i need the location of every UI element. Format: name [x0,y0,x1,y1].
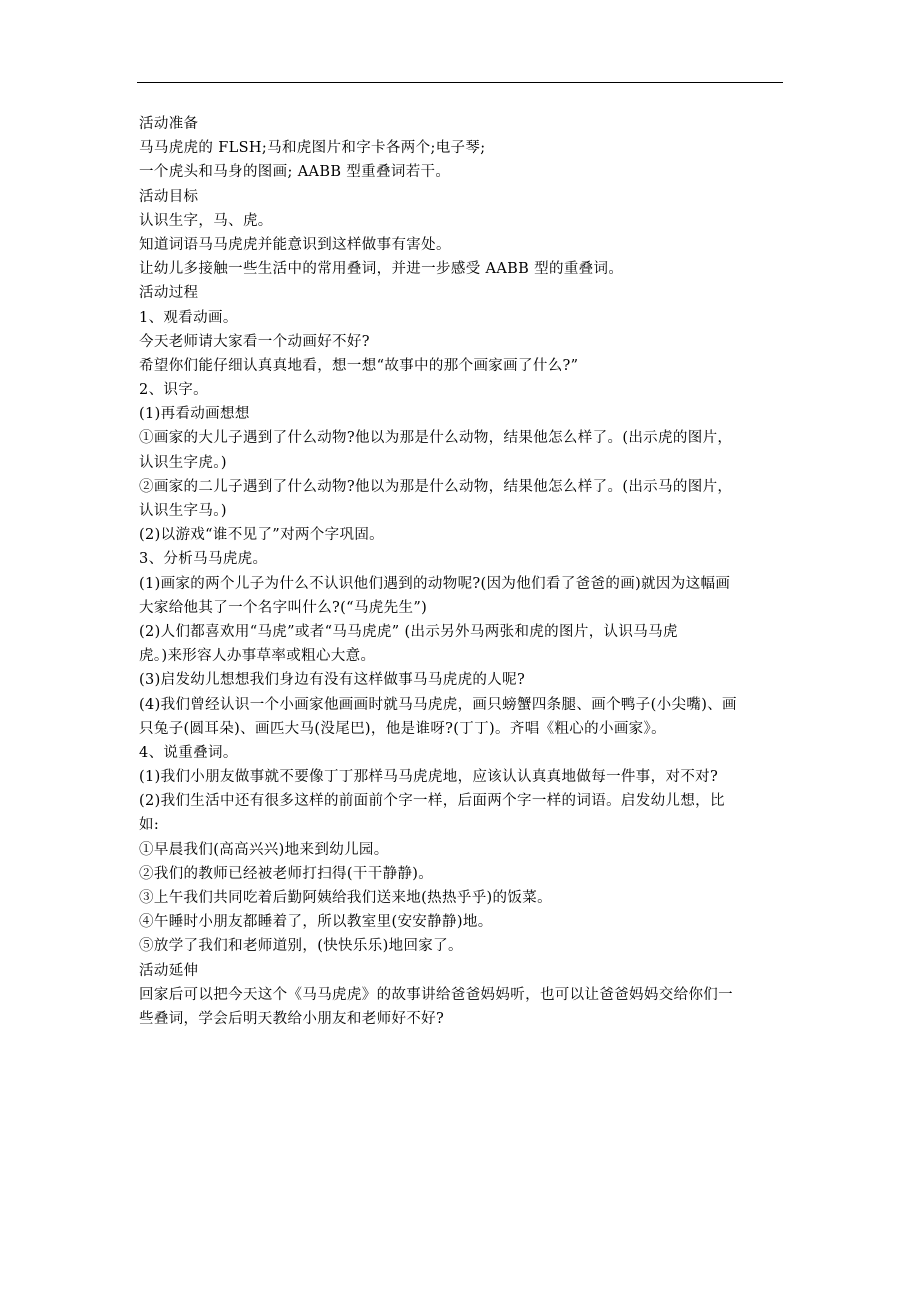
text-line: ③上午我们共同吃着后勤阿姨给我们送来地(热热乎乎)的饭菜。 [139,890,552,906]
text-line: (1)画家的两个儿子为什么不认识他们遇到的动物呢?(因为他们看了爸爸的画)就因为这幅画 [139,575,731,592]
text-line: ④午睡时小朋友都睡着了，所以教室里(安安静静)地。 [139,914,493,931]
text-line: ②我们的教师已经被老师打扫得(干干静静)。 [139,865,434,882]
text-line: 只兔子(圆耳朵)、画匹大马(没尾巴)，他是谁呀?(丁丁)。齐唱《粗心的小画家》。 [139,720,666,737]
text-line: 今天老师请大家看一个动画好不好? [139,333,370,350]
text-line: 虎。)来形容人办事草率或粗心大意。 [139,648,376,665]
step-heading: 3、分析马马虎虎。 [139,551,268,568]
text-line: ①画家的大儿子遇到了什么动物?他以为那是什么动物，结果他怎么样了。(出示虎的图片， [139,430,733,447]
text-line: 知道词语马马虎虎并能意识到这样做事有害处。 [139,236,451,253]
section-heading-extension: 活动延伸 [139,962,199,979]
step-heading: 1、观看动画。 [139,309,238,326]
text-line: 如: [139,817,160,834]
section-heading-process: 活动过程 [139,285,199,302]
text-line: (1)再看动画想想 [139,406,250,423]
text-line: (4)我们曾经认识一个小画家他画画时就马马虎虎，画只螃蟹四条腿、画个鸭子(小尖嘴)、画 [139,696,737,713]
text-line: 大家给他其了一个名字叫什么?(“马虎先生”) [139,599,428,616]
text-line: 马马虎虎的 FLSH;马和虎图片和字卡各两个;电子琴; [139,140,486,157]
text-line: 回家后可以把今天这个《马马虎虎》的故事讲给爸爸妈妈听，也可以让爸爸妈妈交给你们一 [139,986,733,1003]
section-heading-goals: 活动目标 [139,188,199,205]
text-line: 些叠词，学会后明天教给小朋友和老师好不好? [139,1010,445,1027]
document-body [139,112,787,1031]
step-heading: 2、识字。 [139,382,208,399]
section-heading-preparation: 活动准备 [139,116,199,132]
text-line: 认识生字虎。) [139,454,227,471]
text-line: 认识生字马。) [139,503,227,519]
text-line: 一个虎头和马身的图画; AABB 型重叠词若干。 [139,164,451,181]
text-line: (3)启发幼儿想想我们身边有没有这样做事马马虎虎的人呢? [139,672,526,689]
text-line: 让幼儿多接触一些生活中的常用叠词，并进一步感受 AABB 型的重叠词。 [139,261,624,278]
step-heading: 4、说重叠词。 [139,744,238,761]
text-line: (2)我们生活中还有很多这样的前面前个字一样，后面两个字一样的词语。启发幼儿想，比 [139,793,725,810]
text-line: ②画家的二儿子遇到了什么动物?他以为那是什么动物，结果他怎么样了。(出示马的图片， [139,478,733,495]
text-line: ①早晨我们(高高兴兴)地来到幼儿园。 [139,841,389,858]
text-line: 希望你们能仔细认真真地看，想一想“故事中的那个画家画了什么?” [139,357,579,374]
text-line: (2)人们都喜欢用“马虎”或者“马马虎虎” (出示另外马两张和虎的图片，认识马马虎 [139,623,678,640]
text-line: (2)以游戏“谁不见了”对两个字巩固。 [139,527,385,544]
header-rule [137,82,783,83]
text-line: ⑤放学了我们和老师道别，(快快乐乐)地回家了。 [139,938,463,955]
text-line: (1)我们小朋友做事就不要像丁丁那样马马虎虎地，应该认认真真地做每一件事，对不对? [139,769,719,786]
text-line: 认识生字，马、虎。 [139,212,273,229]
